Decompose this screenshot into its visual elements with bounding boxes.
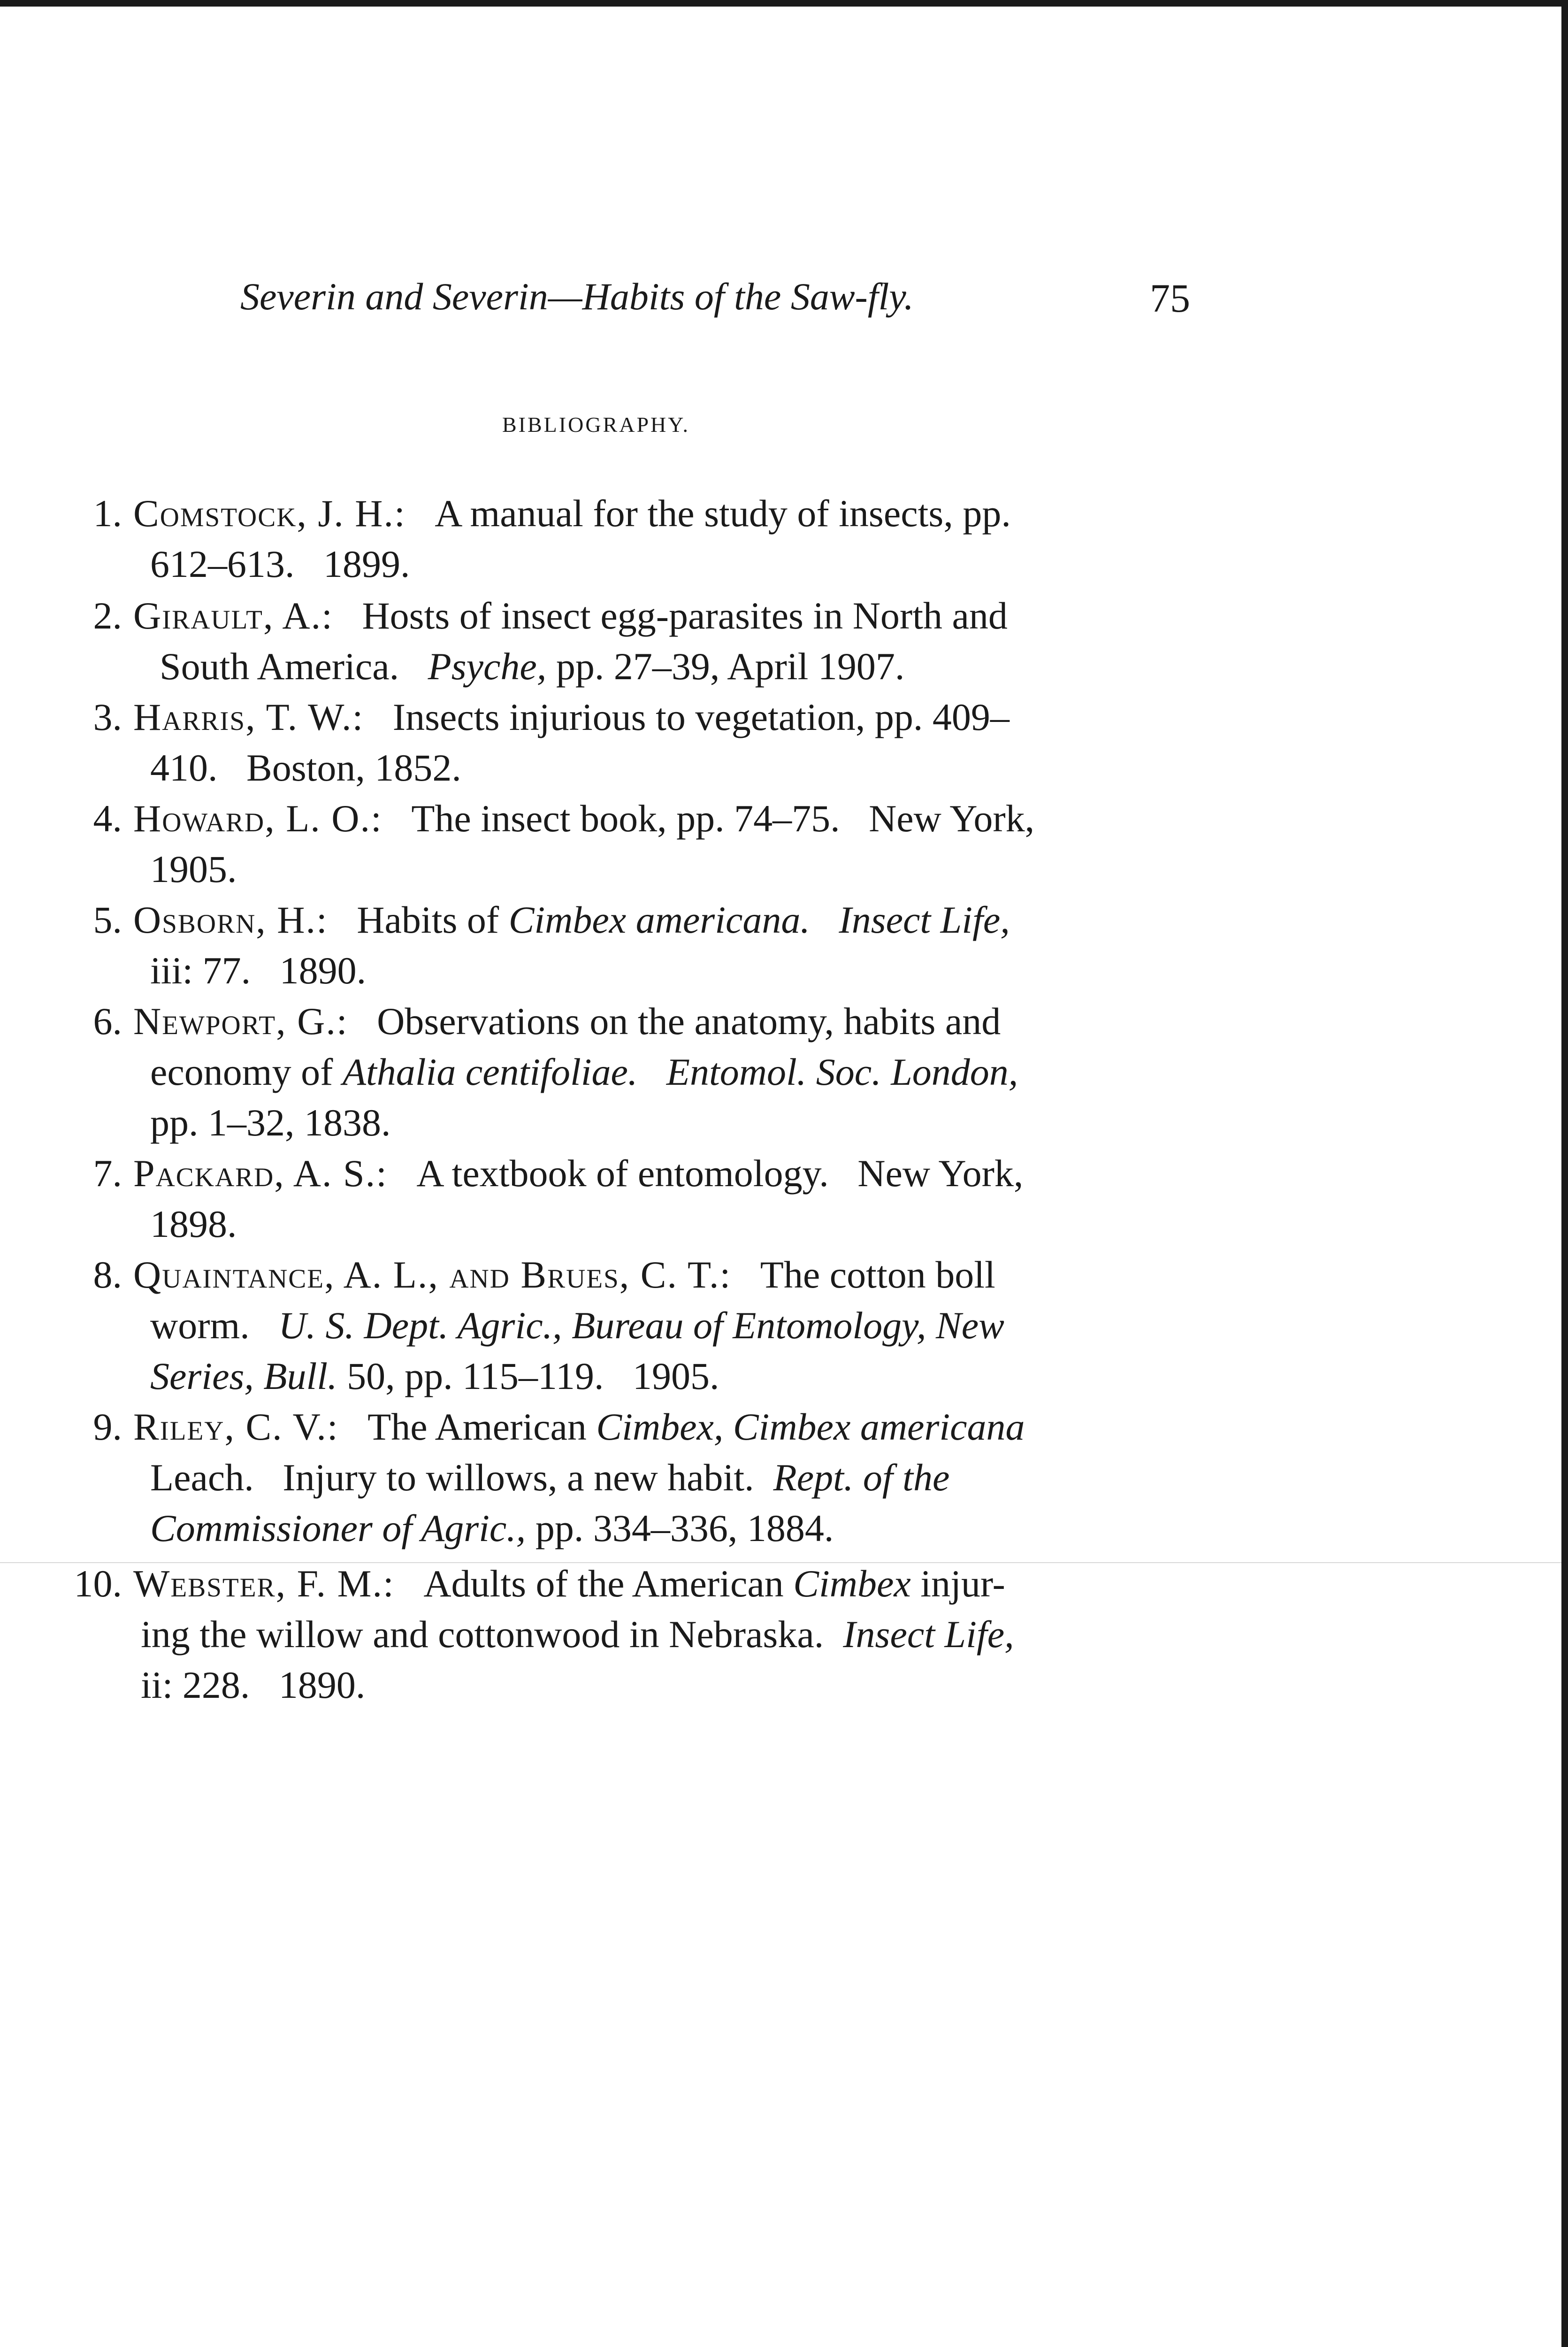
entry-text: The insect book, pp. 74–75. New York, [411, 797, 1035, 840]
entry-journal: Insect Life, [843, 1613, 1014, 1656]
entry-line [47, 895, 1211, 945]
entry-line [47, 996, 1211, 1047]
entry-author: Newport, G.: [133, 1000, 348, 1043]
bibliography-entry-3 [47, 692, 1211, 793]
entry-author: Girault, A.: [133, 594, 333, 637]
entry-text: Leach. Injury to willows, a new habit. [150, 1456, 754, 1499]
entry-text: Habits of [357, 898, 499, 941]
entry-text: injur- [920, 1562, 1005, 1605]
entry-author: Webster, F. M.: [133, 1562, 395, 1605]
entry-number: 10. [74, 1562, 122, 1605]
page-number: 75 [1150, 276, 1190, 321]
scan-top-border [0, 0, 1568, 7]
entry-line [47, 692, 1211, 743]
entry-line [47, 591, 1211, 641]
entry-line [47, 1148, 1211, 1199]
entry-text: The American [367, 1405, 587, 1448]
entry-line [47, 1452, 1211, 1503]
bibliography-entry-5 [47, 895, 1211, 996]
bibliography-entry-2 [47, 591, 1211, 692]
page-header [207, 275, 1192, 331]
entry-text: pp. 27–39, April 1907. [556, 645, 905, 688]
entry-author: Quaintance, A. L., and Brues, C. T.: [133, 1253, 732, 1296]
entry-title-italic: Cimbex americana. Insect Life, [508, 898, 1010, 941]
entry-line [47, 1199, 1211, 1250]
entry-text: 1898. [150, 1203, 237, 1245]
entry-number: 1. [93, 492, 122, 535]
bibliography-list [47, 488, 1211, 1710]
bibliography-entry-10 [47, 1558, 1211, 1710]
entry-text: worm. [150, 1304, 250, 1347]
entry-text: A textbook of entomology. New York, [416, 1152, 1024, 1195]
entry-number: 5. [93, 898, 122, 941]
entry-journal: U. S. Dept. Agric., Bureau of Entomology, New [278, 1304, 1004, 1347]
entry-text: ing the willow and cottonwood in Nebraska. [141, 1613, 824, 1656]
entry-text: Hosts of insect egg-parasites in North and [362, 594, 1008, 637]
entry-journal: Psyche, [428, 645, 547, 688]
entry-text: ii: 228. 1890. [141, 1664, 366, 1706]
entry-line [47, 1300, 1211, 1351]
entry-line [47, 945, 1211, 996]
entry-text: Insects injurious to vegetation, pp. 409– [392, 696, 1010, 738]
running-title: Severin and Severin—Habits of the Saw-fly. [240, 275, 914, 318]
bibliography-entry-6 [47, 996, 1211, 1148]
entry-text: Adults of the American [423, 1562, 784, 1605]
entry-number: 6. [93, 1000, 122, 1043]
entry-line [47, 1558, 1211, 1609]
entry-line [47, 488, 1211, 539]
entry-author: Harris, T. W.: [133, 696, 364, 738]
entry-text: 50, pp. 115–119. 1905. [347, 1355, 719, 1397]
entry-line [47, 793, 1211, 844]
entry-author: Osborn, H.: [133, 898, 328, 941]
scan-right-border [1561, 0, 1568, 2347]
entry-author: Packard, A. S.: [133, 1152, 388, 1195]
entry-line [47, 1250, 1211, 1300]
bibliography-entry-7 [47, 1148, 1211, 1250]
entry-line [47, 1097, 1211, 1148]
entry-text: 1905. [150, 848, 237, 890]
entry-line [47, 743, 1211, 793]
entry-title-italic: Cimbex [793, 1562, 911, 1605]
bibliography-entry-9 [47, 1402, 1211, 1554]
entry-number: 8. [93, 1253, 122, 1296]
entry-title-italic: Athalia centifoliae. Entomol. Soc. London, [342, 1051, 1018, 1093]
entry-line [47, 1402, 1211, 1452]
entry-text: pp. 1–32, 1838. [150, 1101, 391, 1144]
entry-line [47, 1047, 1211, 1097]
entry-text: 410. Boston, 1852. [150, 746, 461, 789]
entry-text: The cotton boll [760, 1253, 995, 1296]
entry-text: 612–613. 1899. [150, 543, 410, 585]
entry-line [47, 844, 1211, 895]
entry-journal: Series, Bull. [150, 1355, 337, 1397]
entry-line [47, 641, 1211, 692]
entry-author: Comstock, J. H.: [133, 492, 406, 535]
entry-text: Observations on the anatomy, habits and [377, 1000, 1001, 1043]
entry-line [47, 1351, 1211, 1402]
entry-line [47, 539, 1211, 590]
entry-line [47, 1503, 1211, 1554]
entry-title-italic: Cimbex, Cimbex americana [596, 1405, 1025, 1448]
entry-text: iii: 77. 1890. [150, 949, 367, 992]
entry-journal: Commissioner of Agric., [150, 1507, 526, 1549]
bibliography-entry-4 [47, 793, 1211, 895]
entry-line [47, 1609, 1211, 1660]
entry-author: Riley, C. V.: [133, 1405, 339, 1448]
entry-number: 7. [93, 1152, 122, 1195]
entry-text: pp. 334–336, 1884. [535, 1507, 834, 1549]
entry-text: economy of [150, 1051, 333, 1093]
entry-text: South America. [160, 645, 399, 688]
section-heading: BIBLIOGRAPHY. [502, 413, 690, 437]
entry-number: 4. [93, 797, 122, 840]
entry-number: 2. [93, 594, 122, 637]
entry-author: Howard, L. O.: [133, 797, 382, 840]
entry-number: 3. [93, 696, 122, 738]
entry-line [47, 1660, 1211, 1710]
entry-text: A manual for the study of insects, pp. [435, 492, 1011, 535]
entry-number: 9. [93, 1405, 122, 1448]
bibliography-entry-1 [47, 488, 1211, 590]
bibliography-entry-8 [47, 1250, 1211, 1402]
entry-journal: Rept. of the [773, 1456, 950, 1499]
